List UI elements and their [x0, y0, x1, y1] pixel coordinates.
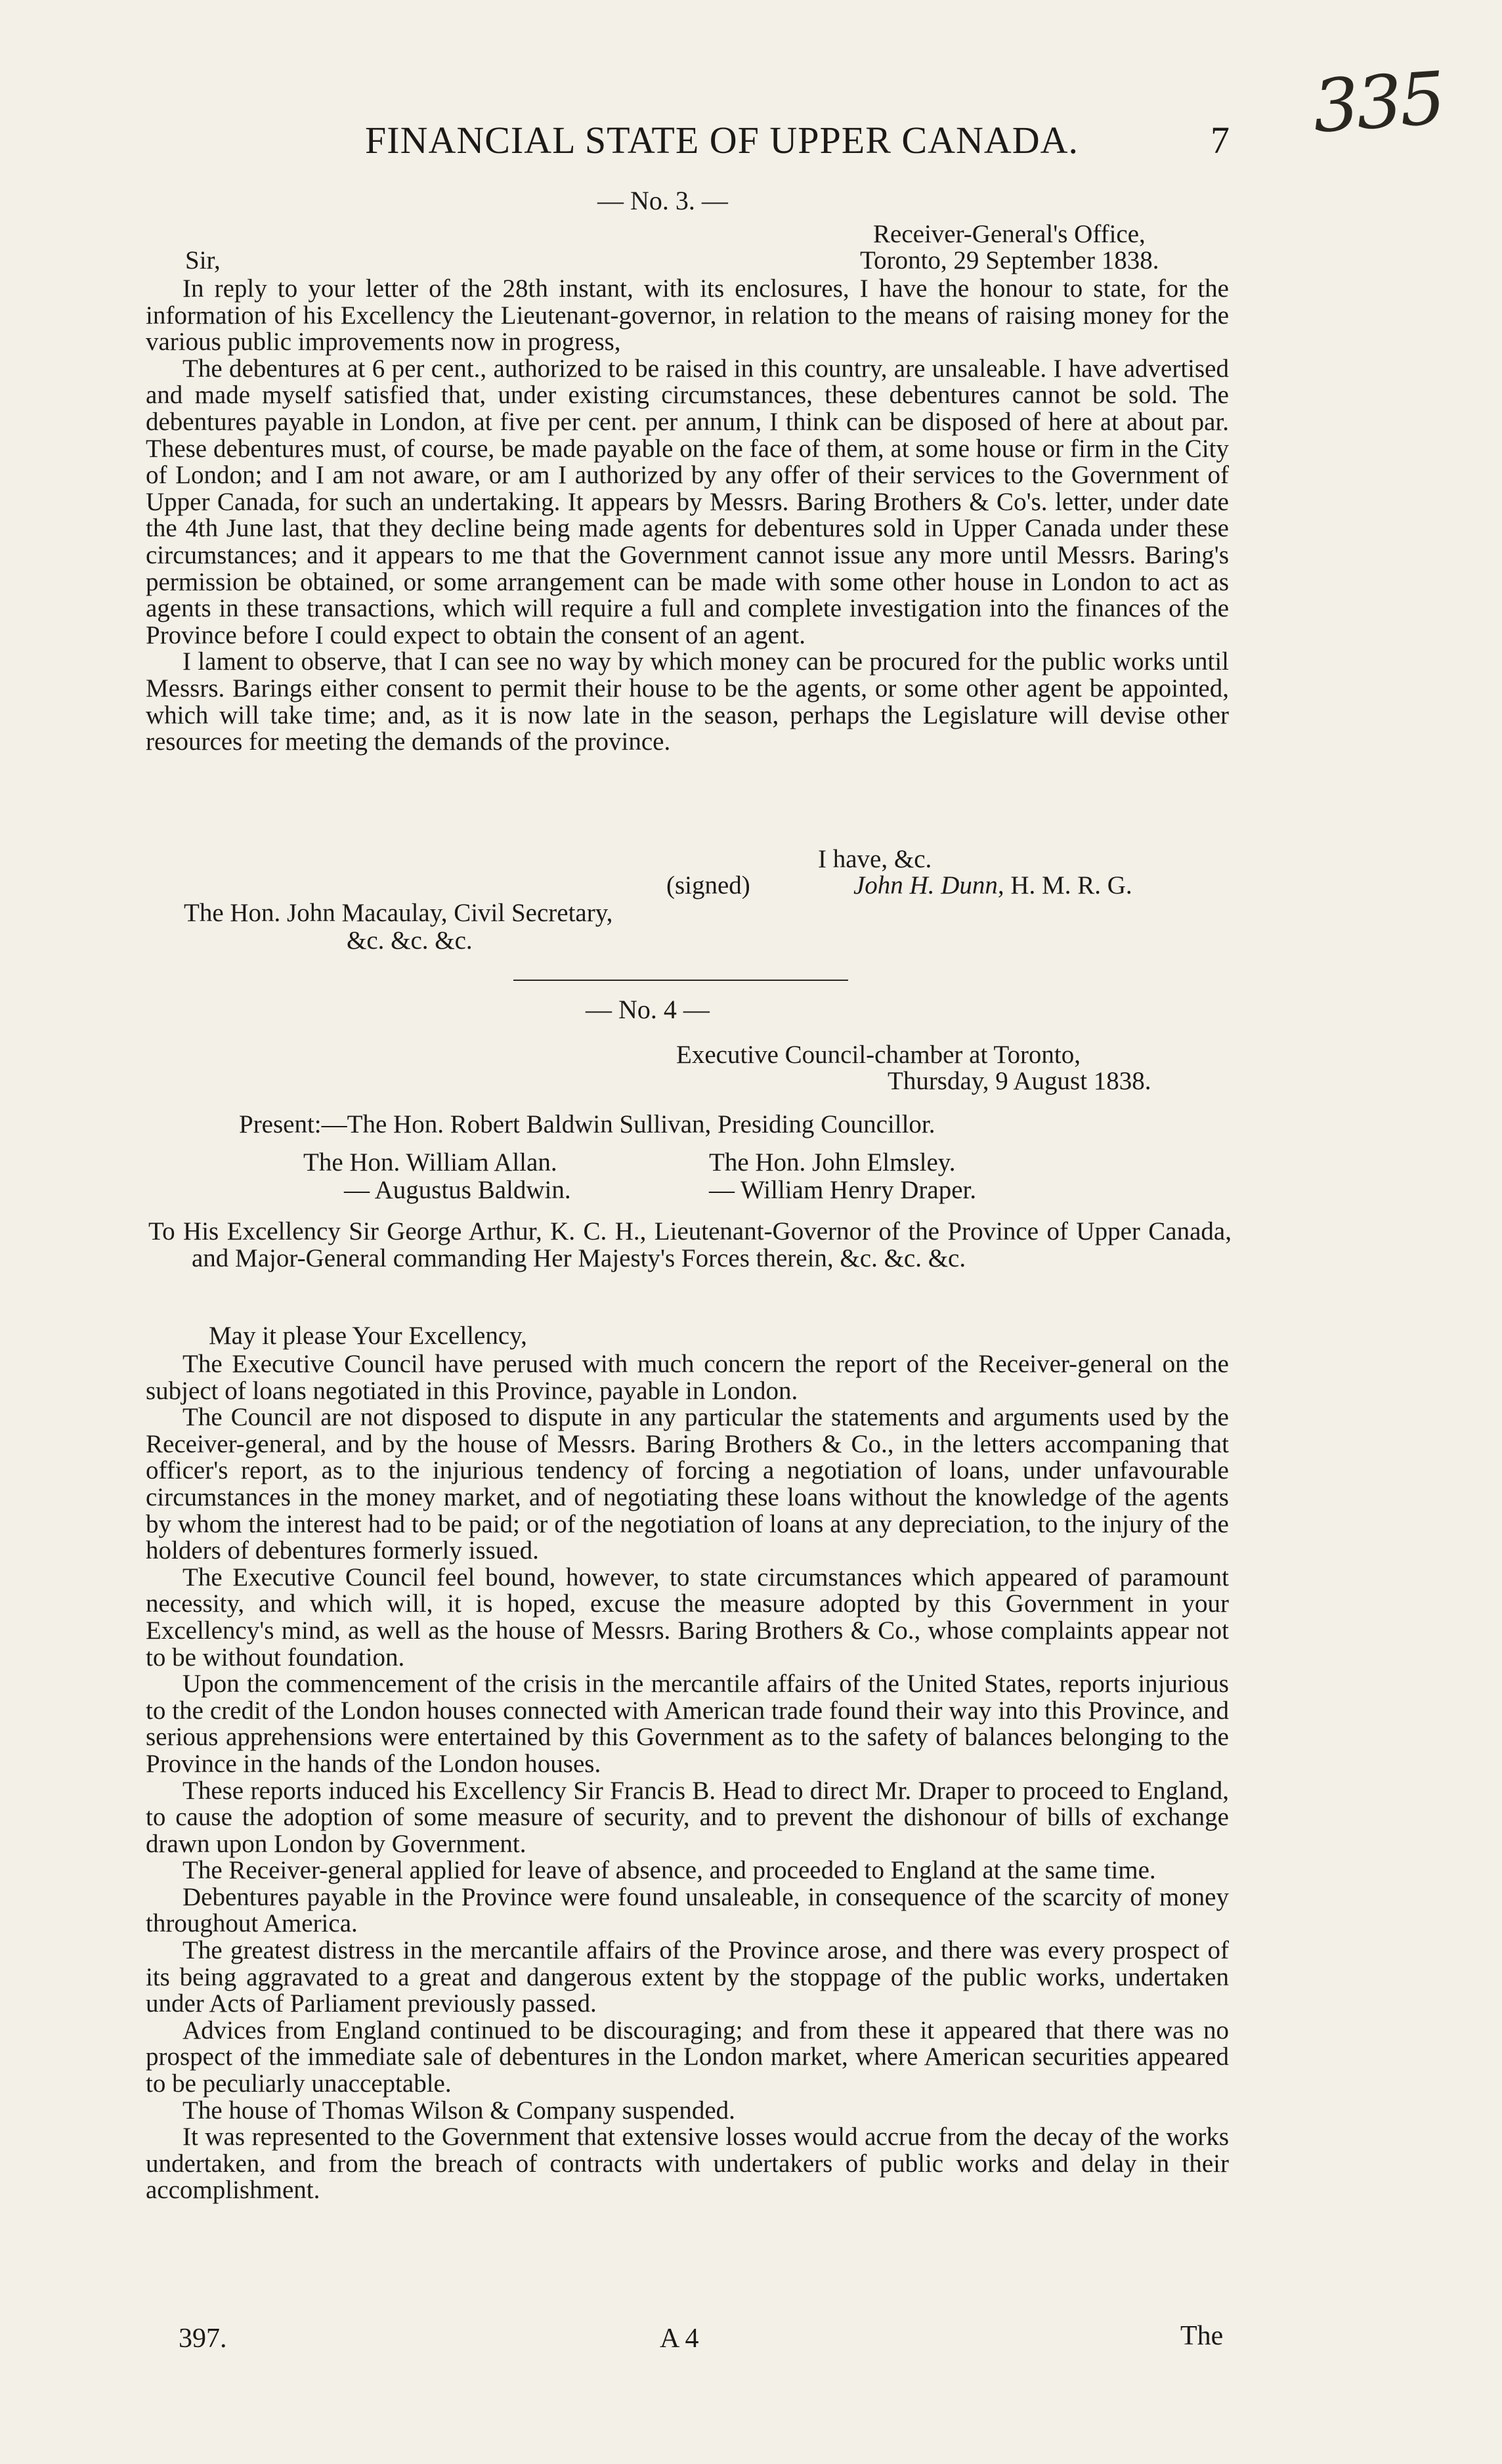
folio-number: 7	[1211, 119, 1230, 162]
letter-4-paragraph: The house of Thomas Wilson & Company suspended.	[182, 2096, 735, 2125]
catchword: The	[1180, 2321, 1224, 2351]
letter-3-addressee: The Hon. John Macaulay, Civil Secretary,	[184, 899, 613, 927]
handwritten-page-number: 335	[1310, 56, 1446, 149]
letter-4-paragraph: It was represented to the Government that extensive losses would accrue from the decay of the works undertaken, and from the breach of contracts with undertakers of public works and delay in their accomplishment.	[146, 2123, 1229, 2205]
letter-4-paragraph: The Executive Council have perused with much concern the report of the Receiver-general on the subject of loans negotiated in this Province, payable in London.	[146, 1350, 1229, 1405]
letter-4-paragraph: These reports induced his Excellency Sir Francis B. Head to direct Mr. Draper to proceed to England, to cause the adoption of some measure of security, and to prevent the dishonour of bills of exchange drawn upon London by Government.	[146, 1776, 1229, 1858]
member-left-1: The Hon. William Allan.	[303, 1148, 557, 1177]
letter-3-addressee-etc: &c. &c. &c.	[347, 926, 473, 955]
letter-3-number: — No. 3. —	[597, 186, 728, 215]
letter-3-closing: I have, &c.	[818, 845, 932, 873]
letter-3-signed: (signed)	[666, 871, 750, 899]
signature-mark: A 4	[660, 2324, 699, 2354]
letter-4-paragraph: The Council are not disposed to dispute in any particular the statements and arguments used by the Receiver-general, and by the house of Messrs. Baring Brothers & Co., in the letters accompaning that officer's report, as to the injurious tendency of forcing a negotiation of loans, under unfavourable circumstances in the money market, and of negotiating these loans without the knowledge of the agents by whom the interest had to be paid; or of the negotiation of loans at any depreciation, to the injury of the holders of debentures formerly issued.	[146, 1403, 1229, 1565]
letter-3-paragraph: The debentures at 6 per cent., authorized to be raised in this country, are unsaleable. I have advertised and made myself satisfied that, under existing circumstances, these debentures cannot be sold. The debentures payable in London, at five per cent. per annum, I think can be disposed of here at about par. These debentures must, of course, be made payable on the face of them, at some house or firm in the City of London; and I am not aware, or am I authorized by any offer of their services to the Government of Upper Canada, for such an undertaking. It appears by Messrs. Baring Brothers & Co's. letter, under date the 4th June last, that they decline being made agents for debentures sold in Upper Canada under these circumstances; and it appears to me that the Government cannot issue any more until Messrs. Baring's permission be obtained, or some arrangement can be made with some other house in London to act as agents in these transactions, which will require a full and complete investigation into the finances of the Province before I could expect to obtain the consent of an agent.	[146, 354, 1229, 649]
letter-4-address	[148, 1219, 1232, 1272]
letter-3-paragraph: I lament to observe, that I can see no way by which money can be procured for the public works until Messrs. Barings either consent to permit their house to be the agents, or some other agent be appointed, which will take time; and, as it is now late in the season, perhaps the Legislature will devise other resources for meeting the demands of the province.	[146, 647, 1229, 756]
letter-4-body	[146, 1351, 1229, 2204]
letter-3-paragraph: In reply to your letter of the 28th instant, with its enclosures, I have the honour to state, for the information of his Excellency the Lieutenant-governor, in relation to the means of raising money for the various public improvements now in progress,	[146, 274, 1229, 357]
letter-4-date: Thursday, 9 August 1838.	[888, 1067, 1151, 1095]
letter-4-paragraph: Upon the commencement of the crisis in the mercantile affairs of the United States, reports injurious to the credit of the London houses connected with American trade found their way into this Province, and serious apprehensions were entertained by this Government as to the safety of balances belonging to the Province in the hands of the London houses.	[146, 1670, 1229, 1778]
member-right-1: The Hon. John Elmsley.	[709, 1148, 956, 1177]
letter-3-salutation: Sir,	[185, 246, 221, 274]
letter-3-signature	[853, 871, 1132, 900]
letter-3-body	[146, 276, 1229, 756]
present-line: Present:—The Hon. Robert Baldwin Sullivan, Presiding Councillor.	[239, 1110, 935, 1138]
letter-3-place-date: Toronto, 29 September 1838.	[860, 246, 1159, 274]
signature-title: H. M. R. G.	[1010, 871, 1132, 899]
letter-4-paragraph: The greatest distress in the mercantile affairs of the Province arose, and there was every prospect of its being aggravated to a great and dangerous extent by the stoppage of the public works, undertaken under Acts of Parliament previously passed.	[146, 1936, 1229, 2018]
signature-name: John H. Dunn,	[853, 871, 1004, 899]
letter-3-office: Receiver-General's Office,	[873, 220, 1146, 248]
letter-4-number: — No. 4 —	[586, 995, 710, 1024]
footer-number: 397.	[179, 2324, 227, 2354]
letter-4-place: Executive Council-chamber at Toronto,	[676, 1041, 1081, 1069]
letter-4-paragraph: Debentures payable in the Province were found unsaleable, in consequence of the scarcity of money throughout America.	[146, 1882, 1229, 1938]
address-to: To His Excellency Sir George Arthur, K. C. H., Lieutenant-Governor of the Province of Upper Canada, and Major-General commanding Her Majesty's Forces therein, &c. &c. &c.	[148, 1217, 1232, 1272]
letter-4-salutation: May it please Your Excellency,	[209, 1322, 527, 1350]
letter-4-paragraph: The Receiver-general applied for leave of absence, and proceeded to England at the same time.	[182, 1856, 1156, 1885]
member-right-2: — William Henry Draper.	[709, 1176, 977, 1204]
section-divider	[513, 980, 848, 981]
letter-4-paragraph: The Executive Council feel bound, however, to state circumstances which appeared of paramount necessity, and which will, it is hoped, excuse the measure adopted by this Government in your Excellency's mind, as well as the house of Messrs. Baring Brothers & Co., whose complaints appear not to be without foundation.	[146, 1563, 1229, 1672]
letter-4-paragraph: Advices from England continued to be discouraging; and from these it appeared that there was no prospect of the immediate sale of debentures in the London market, where American securities appeared to be peculiarly unacceptable.	[146, 2016, 1229, 2098]
member-left-2: — Augustus Baldwin.	[344, 1176, 571, 1204]
running-head: FINANCIAL STATE OF UPPER CANADA.	[365, 119, 1079, 162]
